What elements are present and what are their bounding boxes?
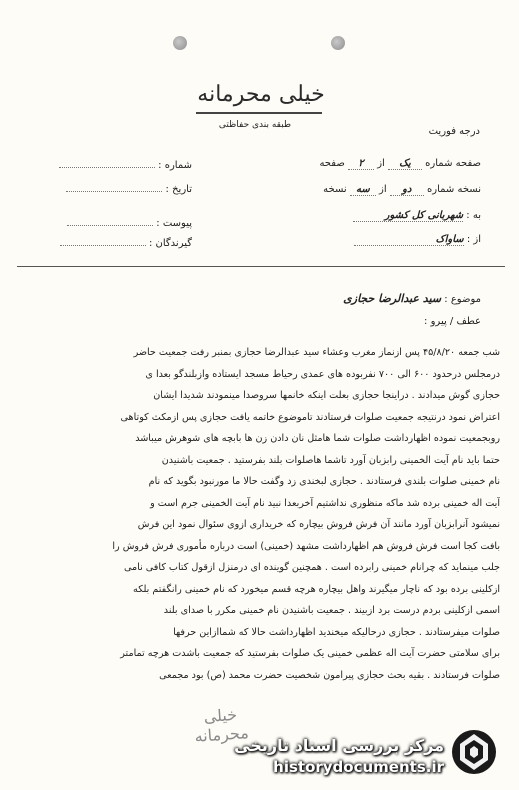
body-line: برای سلامتی حضرت آیت اله عظمی خمینی یک صلوات بفرستید که جمعیت باشدت هرچه تمامتر xyxy=(120,648,500,659)
page-no-label: صفحه شماره xyxy=(425,158,481,169)
footer-classification-stamp: خیلی محرمانه xyxy=(193,704,250,746)
copy-no-label: نسخه شماره xyxy=(427,184,481,195)
date-label: تاریخ : xyxy=(165,184,192,195)
from-value: ساواک xyxy=(354,234,464,246)
from-row xyxy=(354,234,481,246)
body-line: بافت کجا است فرش فروش هم اظهارداشت مشهد (خمینی) است درباره مأموری فرش فروش را xyxy=(112,540,500,552)
body-line: اعتراض نمود درنتیجه جمعیت صلوات فرستادند تاموضوع خاتمه یافت حجازی پس ازمکث کوتاهی xyxy=(120,411,500,423)
recipients-label: گیرندگان : xyxy=(148,238,192,249)
copy-total-value: سه xyxy=(350,184,376,196)
report-body xyxy=(22,342,500,686)
punch-hole-left xyxy=(173,36,187,50)
subject-label: موضوع : xyxy=(444,294,481,305)
copy-no-value: دو xyxy=(390,184,424,196)
body-line: صلوات میفرستادند . حجازی درحالیکه میخندید اظهارداشت حالا که شماازاین حرفها xyxy=(173,626,500,638)
recipients-row xyxy=(60,238,192,249)
body-line: شب جمعه ۴۵/۸/۲۰ پس ازنماز مغرب وعشاء سید عبدالرضا حجازی بمنبر رفت جمعیت حاضر xyxy=(133,347,500,358)
priority-label: درجه فوریت xyxy=(428,126,480,137)
recipients-dots xyxy=(60,245,146,246)
page-no-value: یک xyxy=(388,158,422,170)
attachment-dots xyxy=(67,225,153,226)
of-label: از xyxy=(377,158,385,169)
to-value: شهربانی کل کشور xyxy=(353,210,463,222)
classification-label: طبقه بندی حفاظتی xyxy=(218,120,292,130)
reference-label: عطف / پیرو : xyxy=(424,316,481,327)
copy-number-row xyxy=(323,184,481,196)
body-line: حجازی گوش میدادند . دراینجا حجازی بعلت اینکه خانمها سروصدا مینمودند شدیدا ایشان xyxy=(153,390,500,401)
punch-hole-right xyxy=(331,36,345,50)
body-line: آیت اله خمینی برده شد ماکه منظوری نداشتیم آخربعدا نبید نام آیت الخمینی جرم است و xyxy=(150,497,500,509)
stamp-underline xyxy=(196,112,322,114)
body-line: جلب مینماید که چرانام خمینی رابرده است . همچنین گوینده ای درمنزل ازقول کتاب کافی نامی xyxy=(124,562,500,573)
reference-row xyxy=(424,316,481,327)
archive-logo-icon xyxy=(450,728,498,776)
subject-value: سید عبدالرضا حجازی xyxy=(343,292,442,305)
header-divider xyxy=(17,266,505,267)
body-line: نمیشود آنرابزبان آورد مانند آن فرش فروش بیچاره که خریداری ازوی سئوال نمود این فرش xyxy=(137,519,500,530)
copy-of-label: از xyxy=(379,184,387,195)
attachment-row xyxy=(67,218,192,229)
date-row xyxy=(66,184,192,195)
number-label: شماره : xyxy=(158,160,192,171)
from-label: از : xyxy=(466,234,481,245)
body-line: حتما باید نام آیت الخمینی رابزبان آورد تاشما هاصلوات بلند بفرستید . جمعیت باشنیدن xyxy=(161,454,500,466)
number-row xyxy=(59,160,192,171)
watermark-url[interactable]: historydocuments.ir xyxy=(273,758,444,776)
body-line: صلوات فرستادند . بقیه بحث حجازی پیرامون شخصیت حضرت محمد (ص) بود مجمعی xyxy=(159,669,500,681)
body-line: نام خمینی صلوات بلندی فرستادند . حجازی لبخندی زد وگفت حالا ما مورنبود بگوید که نام xyxy=(148,476,500,487)
number-dots xyxy=(59,167,155,168)
page-number-row xyxy=(319,158,481,170)
classification-stamp: خیلی محرمانه xyxy=(197,82,325,107)
to-row xyxy=(353,210,481,222)
to-label: به : xyxy=(466,210,481,221)
copy-label: نسخه xyxy=(323,184,347,195)
attachment-label: پیوست : xyxy=(156,218,192,229)
date-dots xyxy=(66,191,162,192)
page-total-value: ۲ xyxy=(348,158,374,170)
body-line: اسمی ازکلینی بردم درست برد ازبیند . جمعیت باشنیدن نام خمینی مکرر با صدای بلند xyxy=(163,605,500,616)
body-line: روبجمعیت نموده اظهارداشت صلوات شما هامثل نان دادن زن ها بابچه های شوهرش میباشد xyxy=(135,433,500,444)
page-label: صفحه xyxy=(319,158,345,169)
body-line: ازکلینی برده بود که ناچار میگیرند واهل بیچاره هرچه قسم میخورد که نام خمینی رانگفتم بلکه xyxy=(133,583,500,595)
subject-row xyxy=(343,292,481,305)
body-line: درمجلس درحدود ۶۰۰ الی ۷۰۰ نفربوده های عمدی رحیاط مسجد ایستاده وازبلندگو بعدا ی xyxy=(145,368,500,380)
watermark-title: مرکز بررسی اسناد تاریخی xyxy=(234,736,444,755)
